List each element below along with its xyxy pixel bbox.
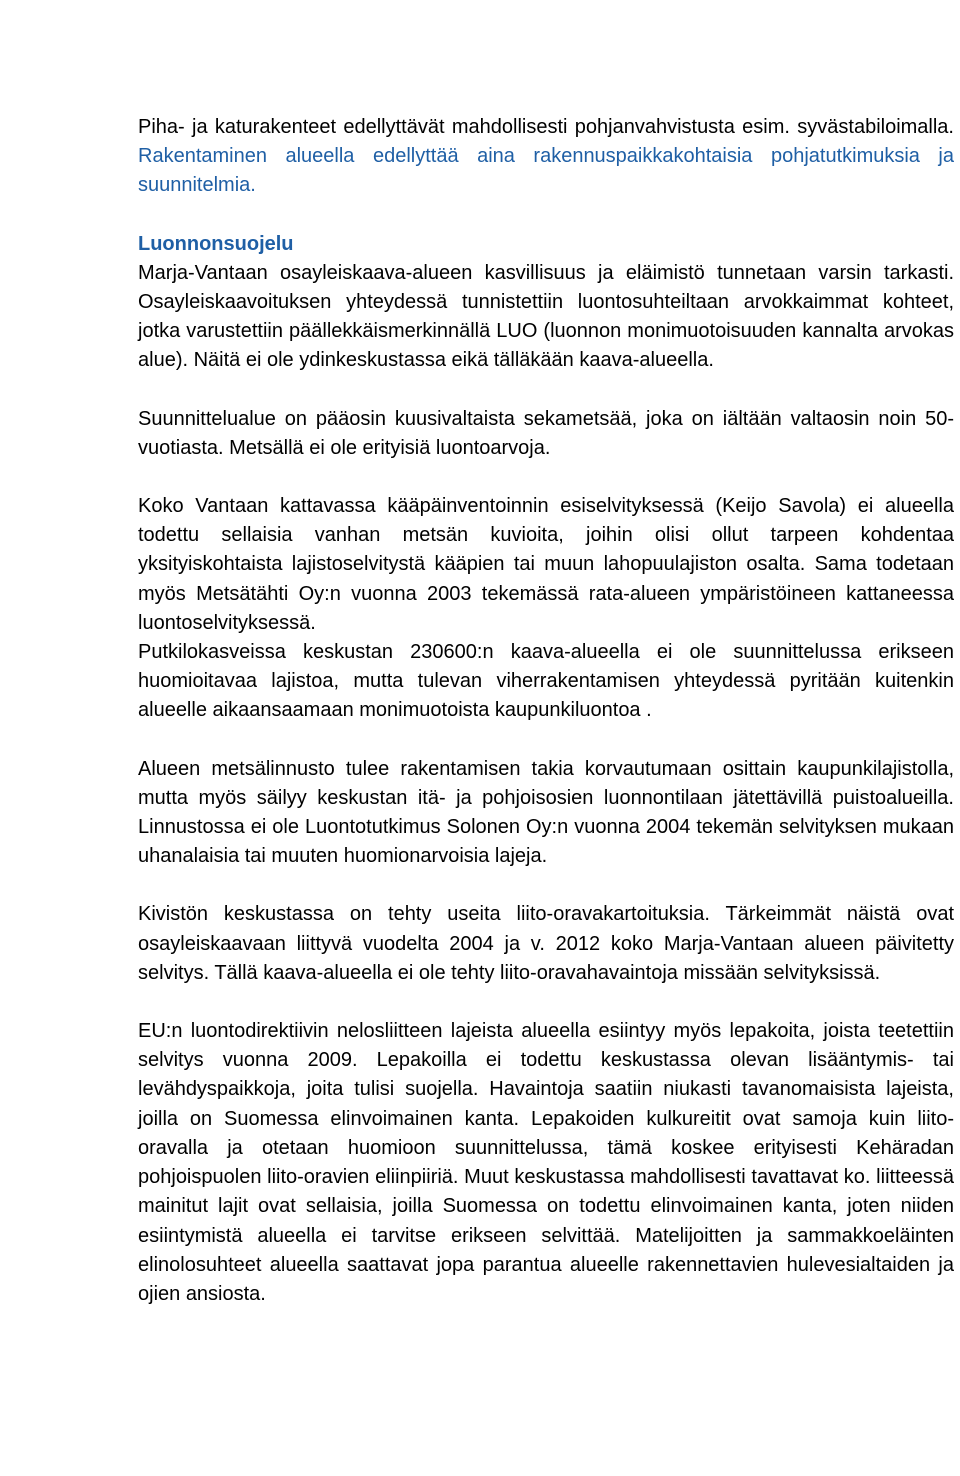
paragraph-bird-fauna: Alueen metsälinnusto tulee rakentamisen takia korvautumaan osittain kaupunkilajistolla, mutta myös säilyy keskustan itä- ja pohjoisosien luonnontilaan jätettävillä puistoalueilla. Linnustossa ei ole Luontotutkimus Solonen Oy:n vuonna 2004 tekemän selvityksen mukaan uhanalaisia tai muuten huomionarvoisia lajeja. (138, 757, 954, 868)
header-title-line-1: Asemakaava ja asemakaavanmuutos, kaupunginosanrajan muutos ja tonttijako, (108, 3, 852, 26)
paragraph-bats-and-species: EU:n luontodirektiivin nelosliitteen lajeista alueella esiintyy myös lepakoita, joista teetettiin selvitys vuonna 2009. Lepakoilla ei todettu keskustassa olevan lisääntymis- tai levähdyspaikkoja, joita tulisi suojella. Havaintoja saatiin niukasti tavanomaisista lajeista, joilla on Suomessa elinvoimainen kanta. Lepakoiden kulkureitit ovat samoja kuin liito-oravalla ja otetaan huomioon suunnittelussa, tämä koskee erityisesti Kehäradan pohjoispuolen liito-oravien eliinpiiriä. Muut keskustassa mahdollisesti tavattavat ko. liitteessä mainitut lajit ovat sellaisia, joilla Suomessa on todettu elinvoimainen kanta, joten niiden esiintymistä alueella ei tarvitse erikseen selvittää. Matelijoitten ja sammakkoeläinten elinolosuhteet alueella saattavat jopa parantua alueelle rakennettavien hulevesialtaiden ja ojien ansiosta. (138, 1020, 954, 1305)
paragraph-ground-reinforcement-part-2: Rakentaminen alueella edellyttää aina rakennuspaikkakohtaisia pohjatutkimuksia ja suunnitelmia. (138, 145, 954, 197)
header-title-line-2: Piispankylä ja Kivistö, 232000 23.2.2015 (291, 32, 669, 55)
section-heading-nature-conservation: Luonnonsuojelu (138, 232, 294, 255)
document-body (138, 113, 954, 1309)
page-header (0, 0, 960, 87)
paragraph-forest-type: Suunnittelualue on pääosin kuusivaltaista sekametsää, joka on iältään valtaosin noin 50-vuotiasta. Metsällä ei ole erityisiä luontoarvoja. (138, 407, 954, 459)
paragraph-ground-reinforcement-part-1: Piha- ja katurakenteet edellyttävät mahdollisesti pohjanvahvistusta esim. syvästabiloimalla. (138, 116, 954, 138)
paragraph-polypore-survey: Koko Vantaan kattavassa kääpäinventoinnin esiselvityksessä (Keijo Savola) ei alueella todettu sellaisia vanhan metsän kuvioita, joihin olisi ollut tarpeen kohdentaa yksityiskohtaista lajistoselvitystä kääpien tai muun lahopuulajiston osalta. Sama todetaan myös Metsätähti Oy:n vuonna 2003 tekemässä rata-alueen ympäristöineen kattaneessa luontoselvityksessä. (138, 495, 954, 634)
paragraph-flying-squirrel: Kivistön keskustassa on tehty useita liito-oravakartoituksia. Tärkeimmät näistä ovat osayleiskaavaan liittyvä vuodelta 2004 ja v. 2012 koko Marja-Vantaan alueen päivitetty selvitys. Tällä kaava-alueella ei ole tehty liito-oravahavaintoja missään selvityksissä. (138, 903, 954, 984)
paragraph-flora-fauna: Marja-Vantaan osayleiskaava-alueen kasvillisuus ja eläimistö tunnetaan varsin tarkasti. Osayleiskaavoituksen yhteydessä tunnistettiin luontosuhteiltaan arvokkaimmat kohteet, jotka varustettiin päällekkäismerkinnällä LUO (luonnon monimuotoisuuden kannalta arvokas alue). Näitä ei ole ydinkeskustassa eikä tälläkään kaava-alueella. (138, 261, 954, 372)
header-page-number: 13/75 (453, 61, 507, 84)
paragraph-ground-reinforcement (138, 113, 954, 201)
paragraph-vascular-plants: Putkilokasveissa keskustan 230600:n kaava-alueella ei ole suunnittelussa erikseen huomioitavaa lajistoa, mutta tulevan viherrakentamisen yhteydessä pyritään kuitenkin alueelle aikaansaamaan monimuotoista kaupunkiluontoa . (138, 641, 954, 722)
